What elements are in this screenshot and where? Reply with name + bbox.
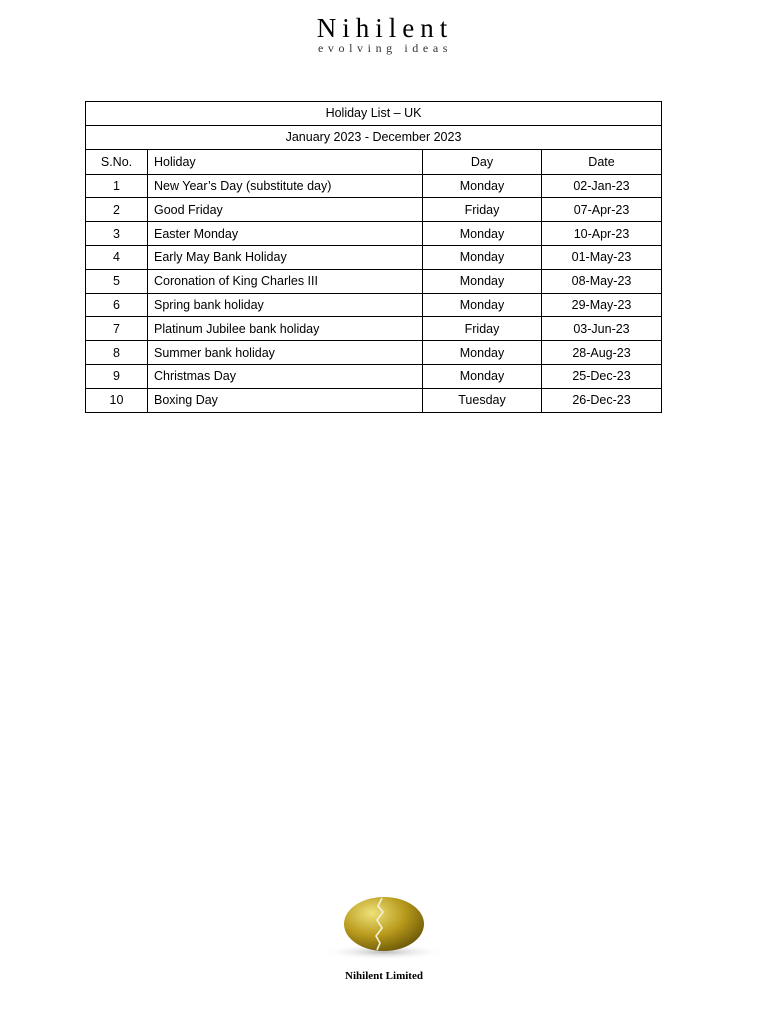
holiday-table	[85, 101, 662, 413]
cell-day: Monday	[423, 174, 542, 198]
cell-holiday: Good Friday	[148, 198, 423, 222]
table-row	[86, 293, 662, 317]
table-row	[86, 245, 662, 269]
cell-date: 29-May-23	[542, 293, 662, 317]
cell-date: 08-May-23	[542, 269, 662, 293]
cell-sno: 1	[86, 174, 148, 198]
cell-date: 03-Jun-23	[542, 317, 662, 341]
cell-holiday: Christmas Day	[148, 364, 423, 388]
logo-tagline: evolving ideas	[317, 41, 453, 55]
table-title: Holiday List – UK	[86, 102, 662, 126]
cell-holiday: Spring bank holiday	[148, 293, 423, 317]
cell-holiday: Early May Bank Holiday	[148, 245, 423, 269]
cell-day: Friday	[423, 317, 542, 341]
cell-date: 26-Dec-23	[542, 388, 662, 412]
cell-date: 10-Apr-23	[542, 222, 662, 246]
cell-date: 25-Dec-23	[542, 364, 662, 388]
cell-date: 07-Apr-23	[542, 198, 662, 222]
cell-holiday: Coronation of King Charles III	[148, 269, 423, 293]
golden-egg-icon	[320, 890, 448, 962]
table-period: January 2023 - December 2023	[86, 125, 662, 149]
cell-day: Monday	[423, 269, 542, 293]
cell-day: Friday	[423, 198, 542, 222]
column-header-holiday: Holiday	[148, 149, 423, 174]
table-period-row	[86, 125, 662, 149]
table-title-row	[86, 102, 662, 126]
cell-day: Monday	[423, 341, 542, 365]
cell-sno: 5	[86, 269, 148, 293]
cell-holiday: Summer bank holiday	[148, 341, 423, 365]
table-row	[86, 388, 662, 412]
table-row	[86, 269, 662, 293]
cell-day: Tuesday	[423, 388, 542, 412]
cell-date: 28-Aug-23	[542, 341, 662, 365]
company-logo	[0, 14, 768, 54]
cell-sno: 3	[86, 222, 148, 246]
egg-shell	[344, 897, 424, 951]
cell-day: Monday	[423, 245, 542, 269]
footer-company: Nihilent Limited	[345, 970, 423, 982]
cell-holiday: Boxing Day	[148, 388, 423, 412]
cell-sno: 2	[86, 198, 148, 222]
cell-day: Monday	[423, 222, 542, 246]
table-row	[86, 198, 662, 222]
table-row	[86, 364, 662, 388]
table-row	[86, 341, 662, 365]
cell-sno: 4	[86, 245, 148, 269]
cell-sno: 8	[86, 341, 148, 365]
column-header-date: Date	[542, 149, 662, 174]
table-row	[86, 317, 662, 341]
cell-sno: 6	[86, 293, 148, 317]
table-header-row	[86, 149, 662, 174]
column-header-sno: S.No.	[86, 149, 148, 174]
table-row	[86, 174, 662, 198]
cell-holiday: Easter Monday	[148, 222, 423, 246]
table-row	[86, 222, 662, 246]
logo-name: Nihilent	[316, 13, 454, 43]
cell-day: Monday	[423, 364, 542, 388]
cell-sno: 9	[86, 364, 148, 388]
cell-sno: 10	[86, 388, 148, 412]
golden-egg-graphic	[320, 890, 448, 962]
cell-day: Monday	[423, 293, 542, 317]
column-header-day: Day	[423, 149, 542, 174]
cell-date: 01-May-23	[542, 245, 662, 269]
cell-date: 02-Jan-23	[542, 174, 662, 198]
cell-sno: 7	[86, 317, 148, 341]
cell-holiday: Platinum Jubilee bank holiday	[148, 317, 423, 341]
cell-holiday: New Year’s Day (substitute day)	[148, 174, 423, 198]
